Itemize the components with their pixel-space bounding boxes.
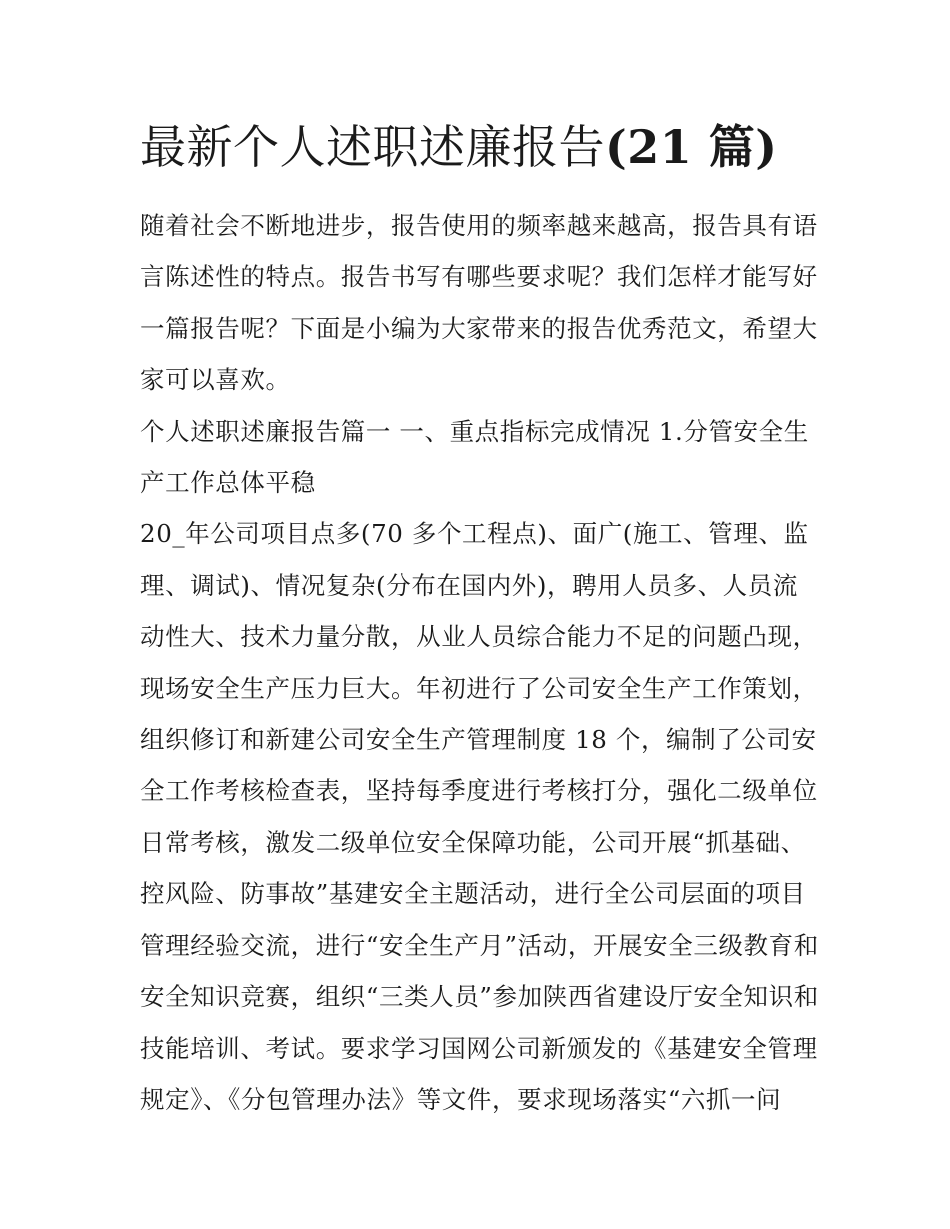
title-count: (21 篇) <box>605 120 778 174</box>
body-line: 家可以喜欢。 <box>140 365 291 395</box>
document-title <box>140 118 778 176</box>
body-line: 规定》、《分包管理办法》等文件，要求现场落实“六抓一问 <box>140 1084 782 1114</box>
body-line: 控风险、防事故”基建安全主题活动，进行全公司层面的项目 <box>140 879 806 909</box>
body-line: 20_年公司项目点多(70 多个工程点)、面广(施工、管理、监 <box>140 519 809 549</box>
body-line: 全工作考核检查表，坚持每季度进行考核打分，强化二级单位 <box>140 776 818 806</box>
body-line: 管理经验交流，进行“安全生产月”活动，开展安全三级教育和 <box>140 930 819 960</box>
body-line: 言陈述性的特点。报告书写有哪些要求呢？我们怎样才能写好 <box>140 262 818 292</box>
body-line: 现场安全生产压力巨大。年初进行了公司安全生产工作策划， <box>140 673 818 703</box>
body-line: 动性大、技术力量分散，从业人员综合能力不足的问题凸现， <box>140 622 818 652</box>
body-line: 理、调试)、情况复杂(分布在国内外)，聘用人员多、人员流 <box>140 570 798 600</box>
section-heading-line: 产工作总体平稳 <box>140 468 316 498</box>
body-line: 组织修订和新建公司安全生产管理制度 18 个，编制了公司安 <box>140 725 817 755</box>
body-line: 一篇报告呢？下面是小编为大家带来的报告优秀范文，希望大 <box>140 313 818 343</box>
section-heading-line: 个人述职述廉报告篇一 一、重点指标完成情况 1.分管安全生 <box>140 416 809 446</box>
body-line: 日常考核，激发二级单位安全保障功能，公司开展“抓基础、 <box>140 827 806 857</box>
document-body <box>140 200 819 1125</box>
title-main: 最新个人述职述廉报告 <box>140 120 605 174</box>
body-line: 随着社会不断地进步，报告使用的频率越来越高，报告具有语 <box>140 211 818 240</box>
body-line: 安全知识竞赛，组织“三类人员”参加陕西省建设厅安全知识和 <box>140 982 819 1012</box>
body-line: 技能培训、考试。要求学习国网公司新颁发的《基建安全管理 <box>140 1033 818 1063</box>
